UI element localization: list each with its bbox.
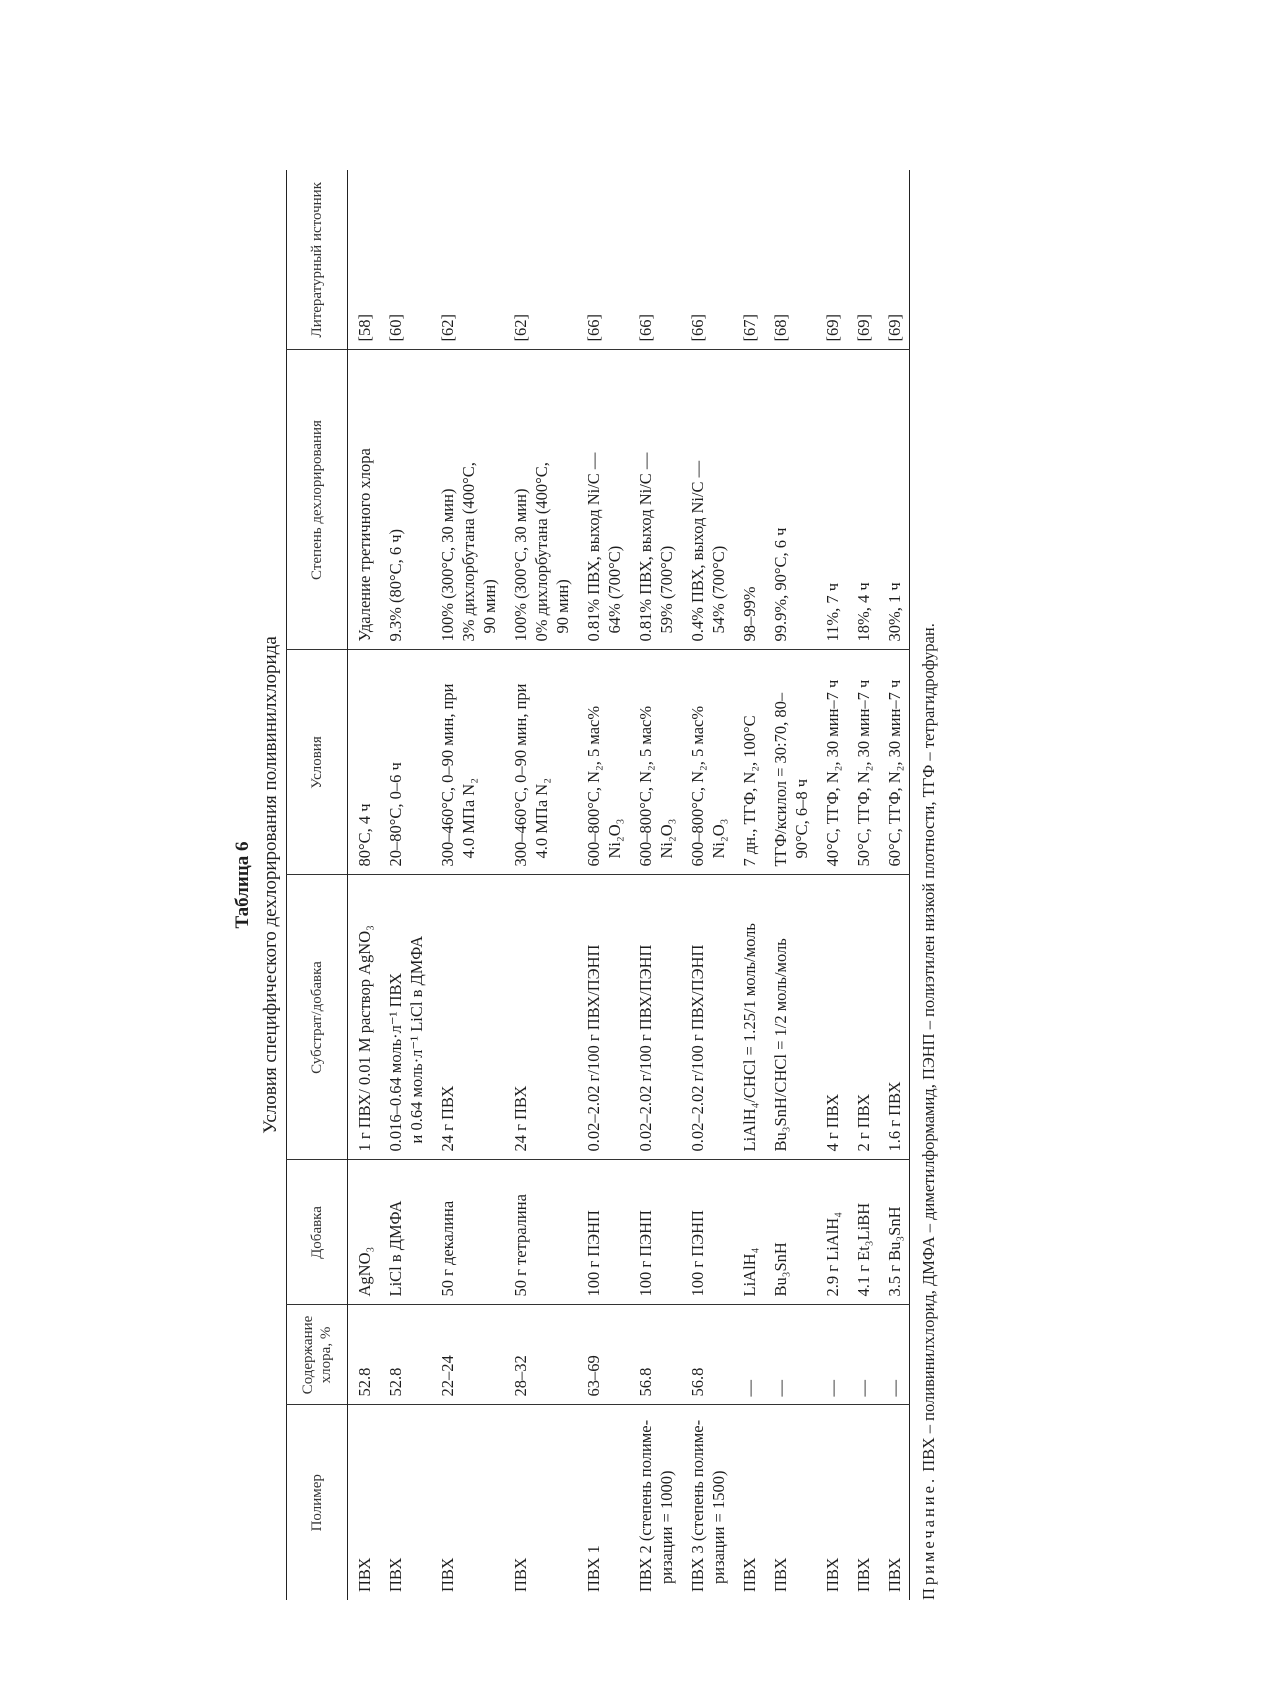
cell-degree: 0.4% ПВХ, выход Ni/С — 54% (700°С) <box>681 350 733 650</box>
cell-conditions: ТГФ/ксилол = 30:70, 80– 90°С, 6–8 ч <box>764 650 816 875</box>
column-header-polymer: Полимер <box>287 1405 348 1600</box>
cell-chlorine: 28–32 <box>504 1305 577 1405</box>
cell-conditions: 60°С, ТГФ, N₂, 30 мин–7 ч <box>878 650 910 875</box>
column-header-reference: Литературный источник <box>287 170 348 350</box>
cell-chlorine: 52.8 <box>348 1305 380 1405</box>
cell-chlorine: — <box>878 1305 910 1405</box>
cell-conditions: 80°С, 4 ч <box>348 650 380 875</box>
cell-degree: 100% (300°С, 30 мин) 3% дихлорбутана (400°С, 90 мин) <box>431 350 504 650</box>
table-row <box>379 170 431 1600</box>
cell-polymer: ПВХ <box>355 1557 374 1592</box>
cell-reference: [69] <box>878 170 910 350</box>
cell-chlorine: — <box>847 1305 878 1405</box>
cell-reference: [68] <box>764 170 816 350</box>
cell-additive: AgNO₃ <box>348 1160 380 1305</box>
cell-substrate: Bu₃SnH/CHCl = 1/2 моль/моль <box>764 875 816 1160</box>
cell-reference: [62] <box>504 170 577 350</box>
cell-degree: 100% (300°С, 30 мин) 0% дихлорбутана (400°С, 90 мин) <box>504 350 577 650</box>
dechlorination-table <box>286 170 910 1600</box>
cell-additive: 100 г ПЭНП <box>681 1160 733 1305</box>
cell-chlorine: — <box>733 1305 764 1405</box>
cell-additive: 50 г декалина <box>431 1160 504 1305</box>
cell-conditions: 40°С, ТГФ, N₂, 30 мин–7 ч <box>816 650 847 875</box>
cell-conditions: 50°С, ТГФ, N₂, 30 мин–7 ч <box>847 650 878 875</box>
cell-additive: 4.1 г Et₃LiBH <box>847 1160 878 1305</box>
cell-chlorine: 22–24 <box>431 1305 504 1405</box>
cell-reference: [58] <box>348 170 380 350</box>
cell-degree: 98–99% <box>733 350 764 650</box>
cell-reference: [62] <box>431 170 504 350</box>
cell-conditions: 300–460°С, 0–90 мин, при 4.0 МПа N₂ <box>431 650 504 875</box>
cell-reference: [66] <box>577 170 629 350</box>
cell-substrate: 0.02–2.02 г/100 г ПВХ/ПЭНП <box>577 875 629 1160</box>
cell-additive: 2.9 г LiAlH₄ <box>816 1160 847 1305</box>
cell-polymer: ПВХ <box>438 1557 457 1592</box>
table-row <box>733 170 764 1600</box>
cell-substrate: 2 г ПВХ <box>847 875 878 1160</box>
cell-chlorine: 52.8 <box>379 1305 431 1405</box>
cell-substrate: LiAlH₄/CHCl = 1.25/1 моль/моль <box>733 875 764 1160</box>
cell-chlorine: — <box>816 1305 847 1405</box>
cell-polymer: ПВХ <box>854 1557 873 1592</box>
cell-chlorine: 56.8 <box>629 1305 681 1405</box>
table-row <box>878 170 910 1600</box>
cell-degree: 11%, 7 ч <box>816 350 847 650</box>
table-row <box>577 170 629 1600</box>
cell-chlorine: — <box>764 1305 816 1405</box>
column-header-conditions: Условия <box>287 650 348 875</box>
cell-reference: [69] <box>816 170 847 350</box>
cell-reference: [67] <box>733 170 764 350</box>
table-title: Условия специфического дехлорирования поливинилхлорида <box>260 636 281 1134</box>
table-row <box>504 170 577 1600</box>
cell-polymer: ПВХ 2 (степень полиме- ризации = 1000) <box>636 1419 676 1592</box>
cell-polymer: ПВХ <box>823 1557 842 1592</box>
cell-degree: 30%, 1 ч <box>878 350 910 650</box>
cell-additive: LiCl в ДМФА <box>379 1160 431 1305</box>
cell-polymer: ПВХ <box>740 1557 759 1592</box>
cell-reference: [60] <box>379 170 431 350</box>
cell-substrate: 4 г ПВХ <box>816 875 847 1160</box>
table-row <box>681 170 733 1600</box>
cell-polymer: ПВХ 3 (степень полиме- ризации = 1500) <box>688 1419 728 1592</box>
cell-additive: 100 г ПЭНП <box>629 1160 681 1305</box>
column-header-additive: Добавка <box>287 1160 348 1305</box>
cell-polymer: ПВХ <box>885 1557 904 1592</box>
table-row <box>847 170 878 1600</box>
cell-reference: [66] <box>681 170 733 350</box>
cell-degree: 18%, 4 ч <box>847 350 878 650</box>
table-header-row <box>287 170 348 1600</box>
cell-degree: Удаление третичного хлора <box>348 350 380 650</box>
cell-polymer: ПВХ <box>386 1557 405 1592</box>
cell-conditions: 20–80°С, 0–6 ч <box>379 650 431 875</box>
table-row <box>348 170 380 1600</box>
cell-conditions: 300–460°С, 0–90 мин, при 4.0 МПа N₂ <box>504 650 577 875</box>
cell-substrate: 24 г ПВХ <box>504 875 577 1160</box>
cell-substrate: 0.02–2.02 г/100 г ПВХ/ПЭНП <box>681 875 733 1160</box>
cell-chlorine: 63–69 <box>577 1305 629 1405</box>
cell-substrate: 0.016–0.64 моль·л⁻¹ ПВХ и 0.64 моль·л⁻¹ LiCl в ДМФА <box>379 875 431 1160</box>
table-row <box>816 170 847 1600</box>
cell-degree: 99.9%, 90°С, 6 ч <box>764 350 816 650</box>
note-label: Примечание. <box>919 1475 938 1600</box>
cell-reference: [66] <box>629 170 681 350</box>
cell-substrate: 0.02–2.02 г/100 г ПВХ/ПЭНП <box>629 875 681 1160</box>
cell-additive: LiAlH₄ <box>733 1160 764 1305</box>
table-label: Таблица 6 <box>232 841 253 929</box>
cell-substrate: 1 г ПВХ/ 0.01 М раствор AgNO₃ <box>348 875 380 1160</box>
rotated-page <box>230 170 1000 1600</box>
cell-conditions: 600–800°С, N₂, 5 мас% Ni₂O₃ <box>629 650 681 875</box>
cell-conditions: 7 дн., ТГФ, N₂, 100°С <box>733 650 764 875</box>
cell-additive: 100 г ПЭНП <box>577 1160 629 1305</box>
cell-polymer: ПВХ <box>771 1557 790 1592</box>
table-row <box>629 170 681 1600</box>
cell-additive: Bu₃SnH <box>764 1160 816 1305</box>
table-row <box>431 170 504 1600</box>
cell-substrate: 1.6 г ПВХ <box>878 875 910 1160</box>
note-text: ПВХ – поливинилхлорид, ДМФА – диметилформамид, ПЭНП – полиэтилен низкой плотности, ТГФ – тетрагидрофуран. <box>919 623 938 1476</box>
cell-substrate: 24 г ПВХ <box>431 875 504 1160</box>
cell-additive: 3.5 г Bu₃SnH <box>878 1160 910 1305</box>
cell-additive: 50 г тетралина <box>504 1160 577 1305</box>
cell-conditions: 600–800°С, N₂, 5 мас% Ni₂O₃ <box>577 650 629 875</box>
column-header-substrate: Субстрат/добавка <box>287 875 348 1160</box>
table-note <box>918 170 940 1600</box>
cell-chlorine: 56.8 <box>681 1305 733 1405</box>
cell-reference: [69] <box>847 170 878 350</box>
cell-conditions: 600–800°С, N₂, 5 мас% Ni₂O₃ <box>681 650 733 875</box>
column-header-chlorine: Содержание хлора, % <box>287 1305 348 1405</box>
cell-polymer: ПВХ <box>511 1557 530 1592</box>
cell-polymer: ПВХ 1 <box>584 1545 603 1592</box>
cell-degree: 0.81% ПВХ, выход Ni/С — 59% (700°С) <box>629 350 681 650</box>
table-row <box>764 170 816 1600</box>
cell-degree: 9.3% (80°С, 6 ч) <box>379 350 431 650</box>
cell-degree: 0.81% ПВХ, выход Ni/С — 64% (700°С) <box>577 350 629 650</box>
column-header-degree: Степень дехлорирования <box>287 350 348 650</box>
